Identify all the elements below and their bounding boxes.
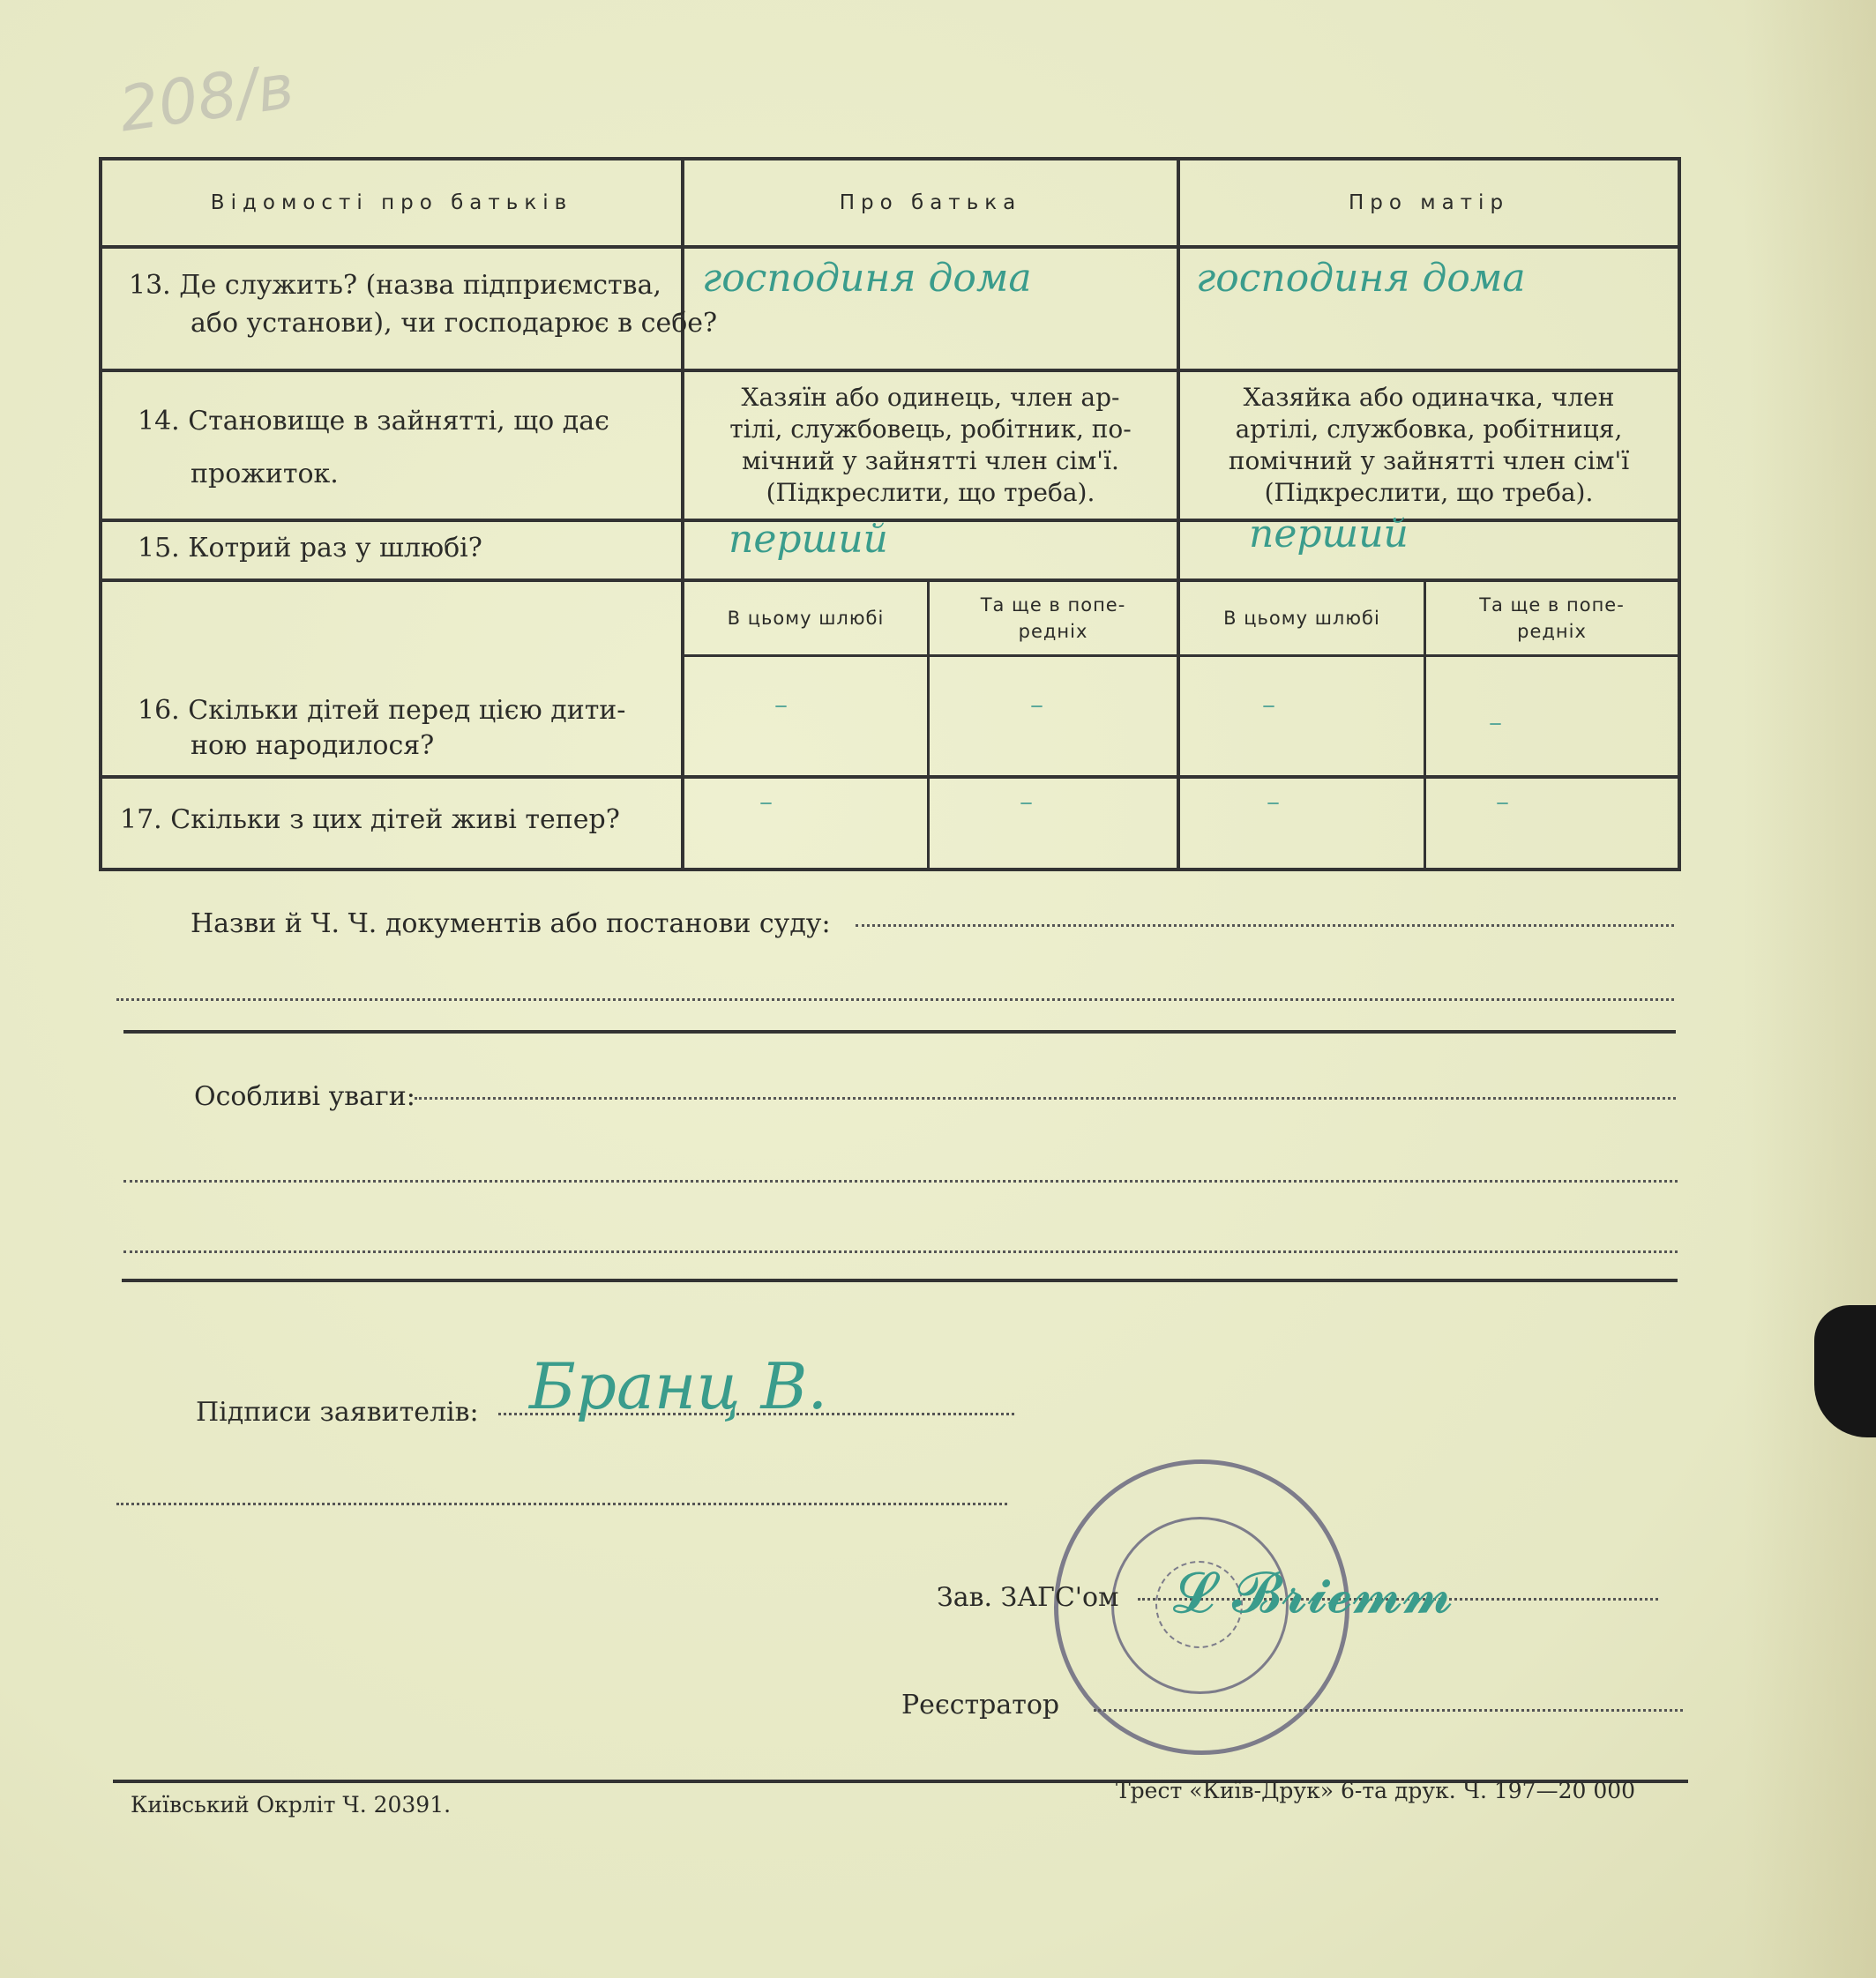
row13-mother-value: господиня дома [1196,256,1526,301]
documents-line-1 [856,924,1674,927]
row14-label-1: 14. Становище в зайнятті, що дає [138,406,609,437]
row14-father-opt-4: (Підкреслити, що треба). [766,478,1095,507]
subheader-father-previous-1: Та ще в попе- [980,594,1126,616]
row17-label: 17. Скільки з цих дітей живі тепер? [120,804,620,835]
registrar-label: Реєстратор [901,1690,1060,1720]
header-mother: Про матір [1348,191,1510,214]
row15-mother-value: перший [1249,511,1409,556]
row14-father-opt-2: тілі, службовець, робітник, по- [729,414,1132,444]
row16-value-1: – [774,690,788,720]
row15-label: 15. Котрий раз у шлюбі? [138,533,482,564]
documents-label: Назви й Ч. Ч. документів або постанови суду: [191,908,831,939]
subheader-father-this: В цьому шлюбі [727,608,885,629]
signatures-label: Підписи заявителів: [196,1397,479,1428]
row14-mother-opt-2: артілі, службовка, робітниця, [1235,414,1623,444]
row17-value-1: – [759,787,773,817]
row13-father-value: господиня дома [702,256,1032,301]
row14-father-opt-3: мічний у зайнятті член сім'ї. [742,446,1119,475]
row14-mother-opt-3: помічний у зайнятті член сім'ї [1228,446,1630,475]
notes-line-1 [415,1097,1676,1100]
row13-label-2: або установи), чи господарює в себе? [191,308,718,339]
row16-label-1: 16. Скільки дітей перед цією дити- [138,695,626,726]
zags-signature-icon: 𝓛 𝓑𝓻𝓲𝓮𝓶𝓶 [1173,1561,1454,1626]
row14-label-2: прожиток. [191,459,339,489]
row13-label-1: 13. Де служить? (назва підприємства, [129,270,661,301]
subheader-mother-previous-2: редніх [1517,621,1587,642]
notes-label: Особливі уваги: [194,1081,415,1112]
row14-mother-opt-4: (Підкреслити, що треба). [1264,478,1594,507]
row14-father-opt-1: Хазяїн або одинець, член ар- [741,383,1120,412]
subheader-mother-previous-1: Та ще в попе- [1479,594,1625,616]
footer-left: Київський Окрліт Ч. 20391. [131,1792,452,1818]
documents-line-2 [116,998,1674,1001]
notes-line-2 [123,1180,1678,1183]
subheader-mother-previous [1426,582,1678,654]
header-info: Відомості про батьків [210,191,573,214]
archive-number: 208/в [115,49,299,146]
applicant-signature: Бранц В. [529,1349,828,1423]
parents-info-table [99,157,1681,871]
row15-father-value: перший [729,517,888,562]
divider-2 [122,1279,1678,1282]
row17-value-2: – [1020,787,1033,817]
row16-value-2: – [1030,690,1043,720]
divider-1 [123,1030,1676,1034]
footer-right: Трест «Київ-Друк» 6-та друк. Ч. 197—20 000 [1116,1778,1636,1803]
subheader-mother-this: В цьому шлюбі [1223,608,1380,629]
row14-mother-options [1180,372,1678,519]
subheader-father-previous [930,582,1177,654]
row16-label-2: ною народилося? [191,730,435,761]
edge-stain [1744,0,1876,1978]
zags-label: Зав. ЗАГС'ом [937,1582,1119,1613]
signatures-line-2 [116,1503,1007,1505]
subheader-father-previous-2: редніх [1018,621,1088,642]
row14-father-options [684,372,1177,519]
header-father: Про батька [839,191,1022,214]
row14-mother-opt-1: Хазяйка або одиначка, член [1243,383,1615,412]
notes-line-3 [123,1250,1678,1253]
row17-value-3: – [1267,787,1280,817]
row16-value-4: – [1489,707,1502,738]
registrar-line [1094,1709,1683,1712]
row16-value-3: – [1262,690,1275,720]
row17-value-4: – [1496,787,1509,817]
